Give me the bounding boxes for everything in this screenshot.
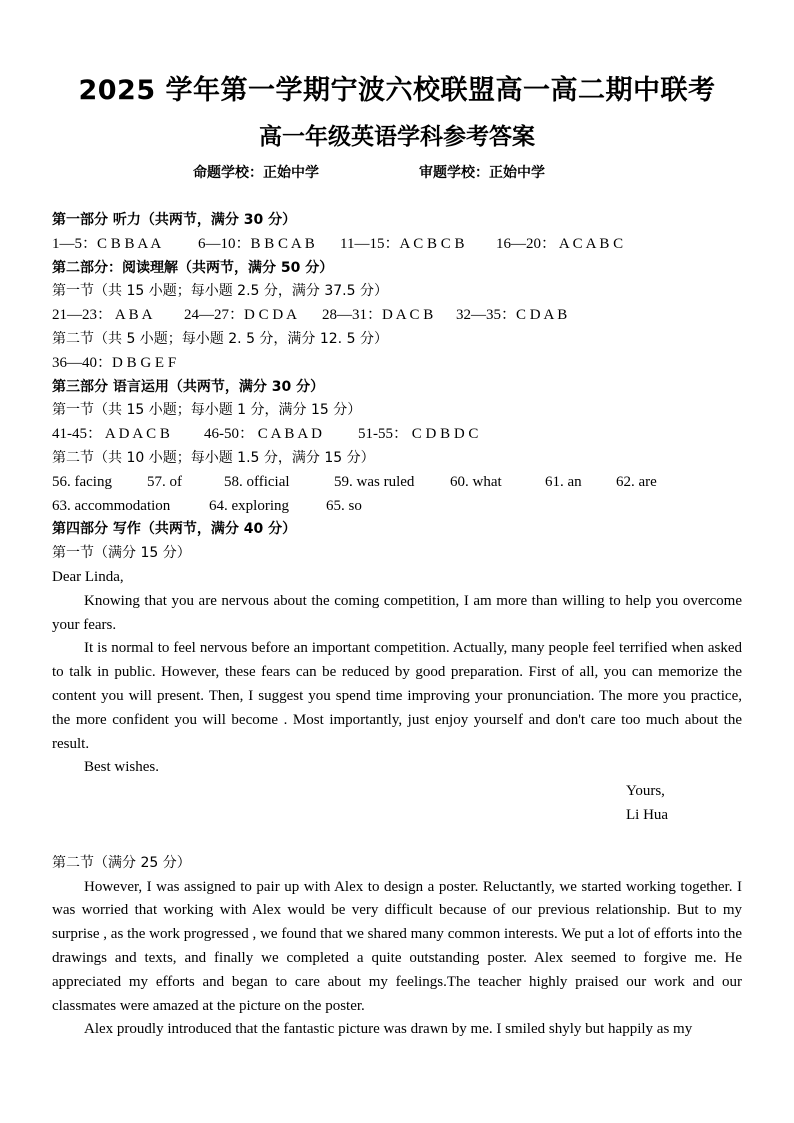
- signature-name: Li Hua: [626, 806, 669, 823]
- fill-answer: 65. so: [326, 497, 362, 514]
- signoff-text: Yours,: [626, 783, 665, 800]
- story-paragraph: However, I was assigned to pair up with Alex to design a poster. Reluctantly, we started working together. I was worried that working with Alex would be very difficult because of our previous relationship. But to my surprise , as the work progressed , we found that we shared many common interests. We put a lot of efforts into the drawings and texts, and finally we completed a quite outstanding poster. Alex seemed to forgive me. He appreciated my efforts and began to care about my feelings.The teacher highly praised our work and our classmates were amazed at the picture on the poster.: [52, 878, 742, 1014]
- answer-group: 24—27：D C D A: [184, 307, 297, 324]
- fill-answer: 56. facing: [52, 473, 112, 490]
- letter-paragraph: It is normal to feel nervous before an important competition. Actually, many people feel terrified when asked to talk in public. However, these fears can be reduced by good preparation. First of all, you can memorize the content you will present. Then, I suggest you spend time improving your pronunciation. The more you practice, the more confident you will become . Most importantly, just enjoy yourself and don't care too much about the result.: [52, 640, 742, 752]
- fill-answer: 58. official: [224, 473, 290, 490]
- part4-heading: 第四部分 写作（共两节，满分 40 分）: [52, 521, 297, 538]
- part3-heading: 第三部分 语言运用（共两节，满分 30 分）: [52, 378, 325, 395]
- fill-answer: 59. was ruled: [334, 473, 415, 490]
- answer-content: [52, 209, 742, 1042]
- answer-group: 46-50： C A B A D: [204, 426, 322, 443]
- fill-answer: 60. what: [450, 473, 502, 490]
- school-info: [0, 163, 794, 183]
- part2-sec1-note: 第一节（共 15 小题；每小题 2.5 分，满分 37.5 分）: [52, 283, 388, 300]
- fill-answer: 57. of: [147, 473, 182, 490]
- part3-sec1-answers: [52, 423, 742, 447]
- letter-greeting: Dear Linda,: [52, 568, 124, 585]
- letter-closing: Best wishes.: [84, 759, 159, 776]
- answer-group: 6—10：B B C A B: [198, 235, 315, 252]
- answer-group: 41-45： A D A C B: [52, 426, 170, 443]
- part3-sec1-note: 第一节（共 15 小题；每小题 1 分，满分 15 分）: [52, 402, 362, 419]
- answer-group: 32—35：C D A B: [456, 307, 568, 324]
- answer-group: 1—5：C B B A A: [52, 235, 162, 252]
- fill-answer: 61. an: [545, 473, 582, 490]
- answer-group: 51-55： C D B D C: [358, 426, 479, 443]
- part4-sec1-note: 第一节（满分 15 分）: [52, 545, 191, 562]
- part2-sec1-answers: [52, 304, 742, 328]
- reviewer-school: 审题学校：正始中学: [419, 165, 545, 181]
- letter-signoff: [52, 780, 742, 804]
- part1-answers: [52, 233, 742, 257]
- part3-sec2-row1: [52, 471, 742, 495]
- letter-signature: [52, 804, 742, 828]
- part2-sec2-answers: 36—40：D B G E F: [52, 354, 177, 371]
- part2-sec2-note: 第二节（共 5 小题；每小题 2. 5 分，满分 12. 5 分）: [52, 330, 388, 347]
- answer-group: 21—23： A B A: [52, 307, 153, 324]
- exam-subtitle: 高一年级英语学科参考答案: [259, 124, 535, 150]
- part4-sec2-note: 第二节（满分 25 分）: [52, 854, 191, 871]
- part2-heading: 第二部分：阅读理解（共两节，满分 50 分）: [52, 259, 334, 276]
- setter-school: 命题学校：正始中学: [193, 165, 319, 181]
- answer-group: 28—31：D A C B: [322, 307, 434, 324]
- letter-paragraph: Knowing that you are nervous about the coming competition, I am more than willing to help you overcome your fears.: [52, 592, 742, 633]
- answer-group: 16—20： A C A B C: [496, 235, 624, 252]
- part3-sec2-row2: [52, 495, 742, 519]
- fill-answer: 63. accommodation: [52, 497, 171, 514]
- story-paragraph: Alex proudly introduced that the fantastic picture was drawn by me. I smiled shyly but happily as my: [84, 1021, 693, 1038]
- fill-answer: 62. are: [616, 473, 657, 490]
- answer-group: 11—15：A C B C B: [340, 235, 465, 252]
- part3-sec2-note: 第二节（共 10 小题；每小题 1.5 分，满分 15 分）: [52, 449, 375, 466]
- fill-answer: 64. exploring: [209, 497, 289, 514]
- exam-title: 2025 学年第一学期宁波六校联盟高一高二期中联考: [78, 75, 716, 106]
- part1-heading: 第一部分 听力（共两节，满分 30 分）: [52, 212, 297, 228]
